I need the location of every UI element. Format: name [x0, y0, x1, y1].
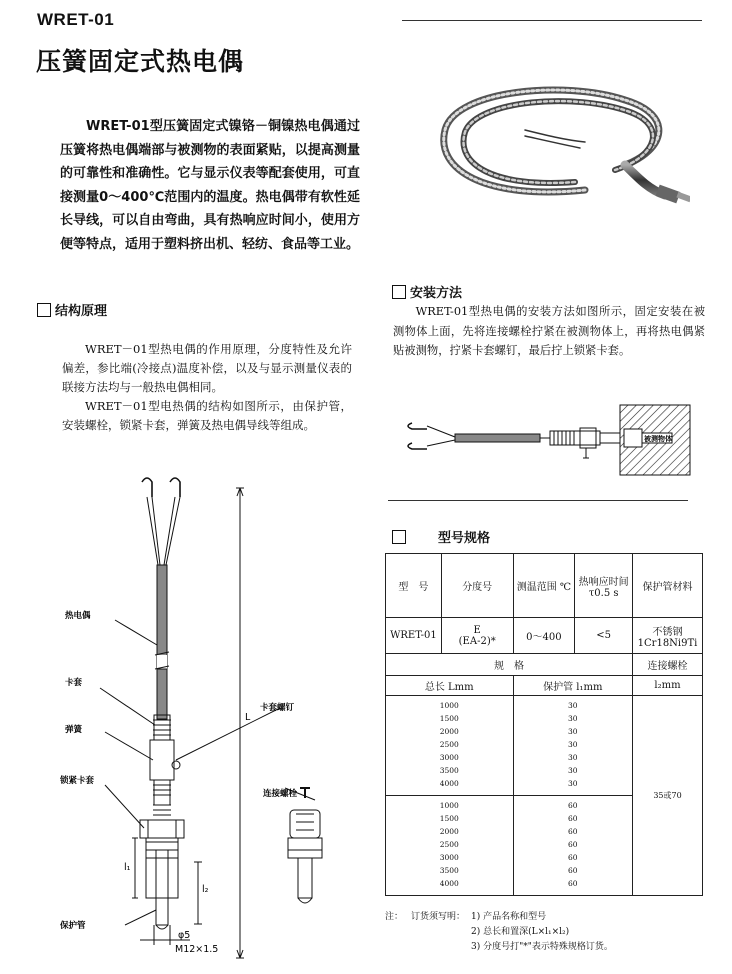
list-item: 4000 [439, 778, 459, 788]
checkbox-icon [392, 285, 406, 299]
col-range: 测温范围 ℃ [513, 554, 575, 618]
table-subheader-row [386, 654, 703, 676]
model-code: WRET-01 [37, 10, 115, 29]
label-connecting-bolt: 连接螺栓 [263, 789, 298, 799]
table-header-row [386, 554, 703, 618]
checkbox-icon [37, 303, 51, 317]
list-item: 1500 [439, 714, 459, 724]
install-text [393, 302, 705, 361]
product-photo [425, 70, 690, 230]
intro-text: WRET-01型压簧固定式镍铬－铜镍热电偶通过压簧将热电偶端部与被测物的表面紧贴，以提高测量的可靠性和准确性。它与显示仪表等配套使用，可直接测量0～400℃范围内的温度。热电偶带有软性延长导线，可以自由弯曲，具有热响应时间小，使用方便等特点，适用于塑料挤出机、轻纺、食品等工业。 [60, 119, 360, 252]
list-item: 3500 [439, 865, 459, 875]
page-title: 压簧固定式热电偶 [36, 47, 245, 76]
notes-list [471, 910, 613, 955]
structure-para1: WRET－01型热电偶的作用原理，分度特性及允许偏差，参比端(冷接点)温度补偿，以及与显示测量仪表的联接方法均与一般热电偶相同。 [62, 342, 352, 394]
install-heading [392, 282, 462, 301]
table-subheader-row [386, 676, 703, 696]
cell-response: <5 [575, 618, 633, 654]
label-measured-object: 被测物体 [644, 435, 672, 443]
checkbox-icon [392, 530, 406, 544]
list-item: 30 [568, 740, 578, 750]
cell-material: 不锈钢 1Cr18Ni9Ti [633, 618, 703, 654]
note-item: 2) 总长和置深(L×l₁×l₂) [471, 927, 570, 937]
cell-range: 0～400 [513, 618, 575, 654]
label-l2: l₂ [202, 884, 209, 895]
structure-heading-label: 结构原理 [55, 304, 108, 319]
lengths-group1 [386, 696, 514, 796]
tubes-group2 [513, 796, 632, 896]
list-item: 3500 [439, 765, 459, 775]
list-item: 30 [568, 701, 578, 711]
intro-paragraph [60, 115, 360, 256]
spec-label: 规 格 [386, 654, 633, 676]
structure-diagram [60, 470, 360, 960]
cell-index: E (EA-2)* [441, 618, 513, 654]
label-lock-sleeve: 锁紧卡套 [60, 776, 95, 786]
list-item: 30 [568, 752, 578, 762]
list-item: 30 [568, 727, 578, 737]
notes-label: 注： [385, 912, 404, 922]
cell-model: WRET-01 [386, 618, 442, 654]
list-item: 1000 [439, 801, 459, 811]
label-spring: 弹簧 [65, 725, 83, 735]
list-item: 3000 [439, 852, 459, 862]
list-item: 2500 [439, 840, 459, 850]
list-item: 2000 [439, 827, 459, 837]
label-diameter: φ5 [178, 930, 191, 941]
label-sleeve: 卡套 [65, 678, 83, 688]
tubes-group1 [513, 696, 632, 796]
list-item: 60 [568, 840, 578, 850]
label-sleeve-screw: 卡套螺钉 [260, 703, 295, 713]
list-item: 60 [568, 865, 578, 875]
structure-heading [37, 300, 107, 319]
install-heading-label: 安装方法 [410, 286, 463, 301]
divider [388, 500, 688, 501]
note-item: 3) 分度号打"*"表示特殊规格订货。 [471, 942, 613, 952]
total-length-label: 总长 Lmm [386, 676, 514, 696]
list-item: 1500 [439, 814, 459, 824]
list-item: 60 [568, 814, 578, 824]
label-protection-tube: 保护管 [60, 921, 86, 931]
list-item: 4000 [439, 878, 459, 888]
col-index: 分度号 [441, 554, 513, 618]
structure-para2: WRET－01型电热偶的结构如图所示，由保护管，安装螺栓，锁紧卡套，弹簧及热电偶导线等组成。 [62, 399, 352, 432]
bolt-value: 35或70 [633, 696, 703, 896]
list-item: 30 [568, 765, 578, 775]
list-item: 60 [568, 827, 578, 837]
bolt-unit-label: l₂mm [633, 676, 703, 696]
col-model: 型 号 [386, 554, 442, 618]
structure-text [62, 340, 352, 435]
col-material: 保护管材料 [633, 554, 703, 618]
list-item: 60 [568, 801, 578, 811]
notes-intro: 订货须写明： [411, 912, 466, 922]
table-row [386, 618, 703, 654]
label-thermocouple: 热电偶 [65, 611, 91, 621]
spec-heading-label: 型号规格 [438, 531, 491, 546]
bolt-label: 连接螺栓 [633, 654, 703, 676]
list-item: 30 [568, 778, 578, 788]
spec-table [385, 553, 703, 896]
list-item: 2000 [439, 727, 459, 737]
label-total-length: L [245, 712, 251, 723]
list-item: 60 [568, 852, 578, 862]
lengths-group2 [386, 796, 514, 896]
tube-length-label: 保护管 l₁mm [513, 676, 632, 696]
notes [385, 910, 715, 955]
spec-heading [392, 527, 490, 546]
install-paragraph: WRET-01型热电偶的安装方法如图所示，固定安装在被测物体上面，先将连接螺栓拧紧在被测物体上，再将热电偶紧贴被测物，拧紧卡套螺钉，最后拧上锁紧卡套。 [393, 305, 705, 357]
list-item: 30 [568, 714, 578, 724]
table-row [386, 696, 703, 796]
list-item: 60 [568, 878, 578, 888]
note-item: 1) 产品名称和型号 [471, 912, 547, 922]
divider [402, 20, 702, 21]
install-diagram [400, 395, 700, 485]
list-item: 2500 [439, 740, 459, 750]
list-item: 3000 [439, 752, 459, 762]
col-response: 热响应时间 τ0.5 s [575, 554, 633, 618]
label-thread: M12×1.5 [175, 944, 219, 955]
list-item: 1000 [439, 701, 459, 711]
label-l1: l₁ [124, 862, 131, 873]
